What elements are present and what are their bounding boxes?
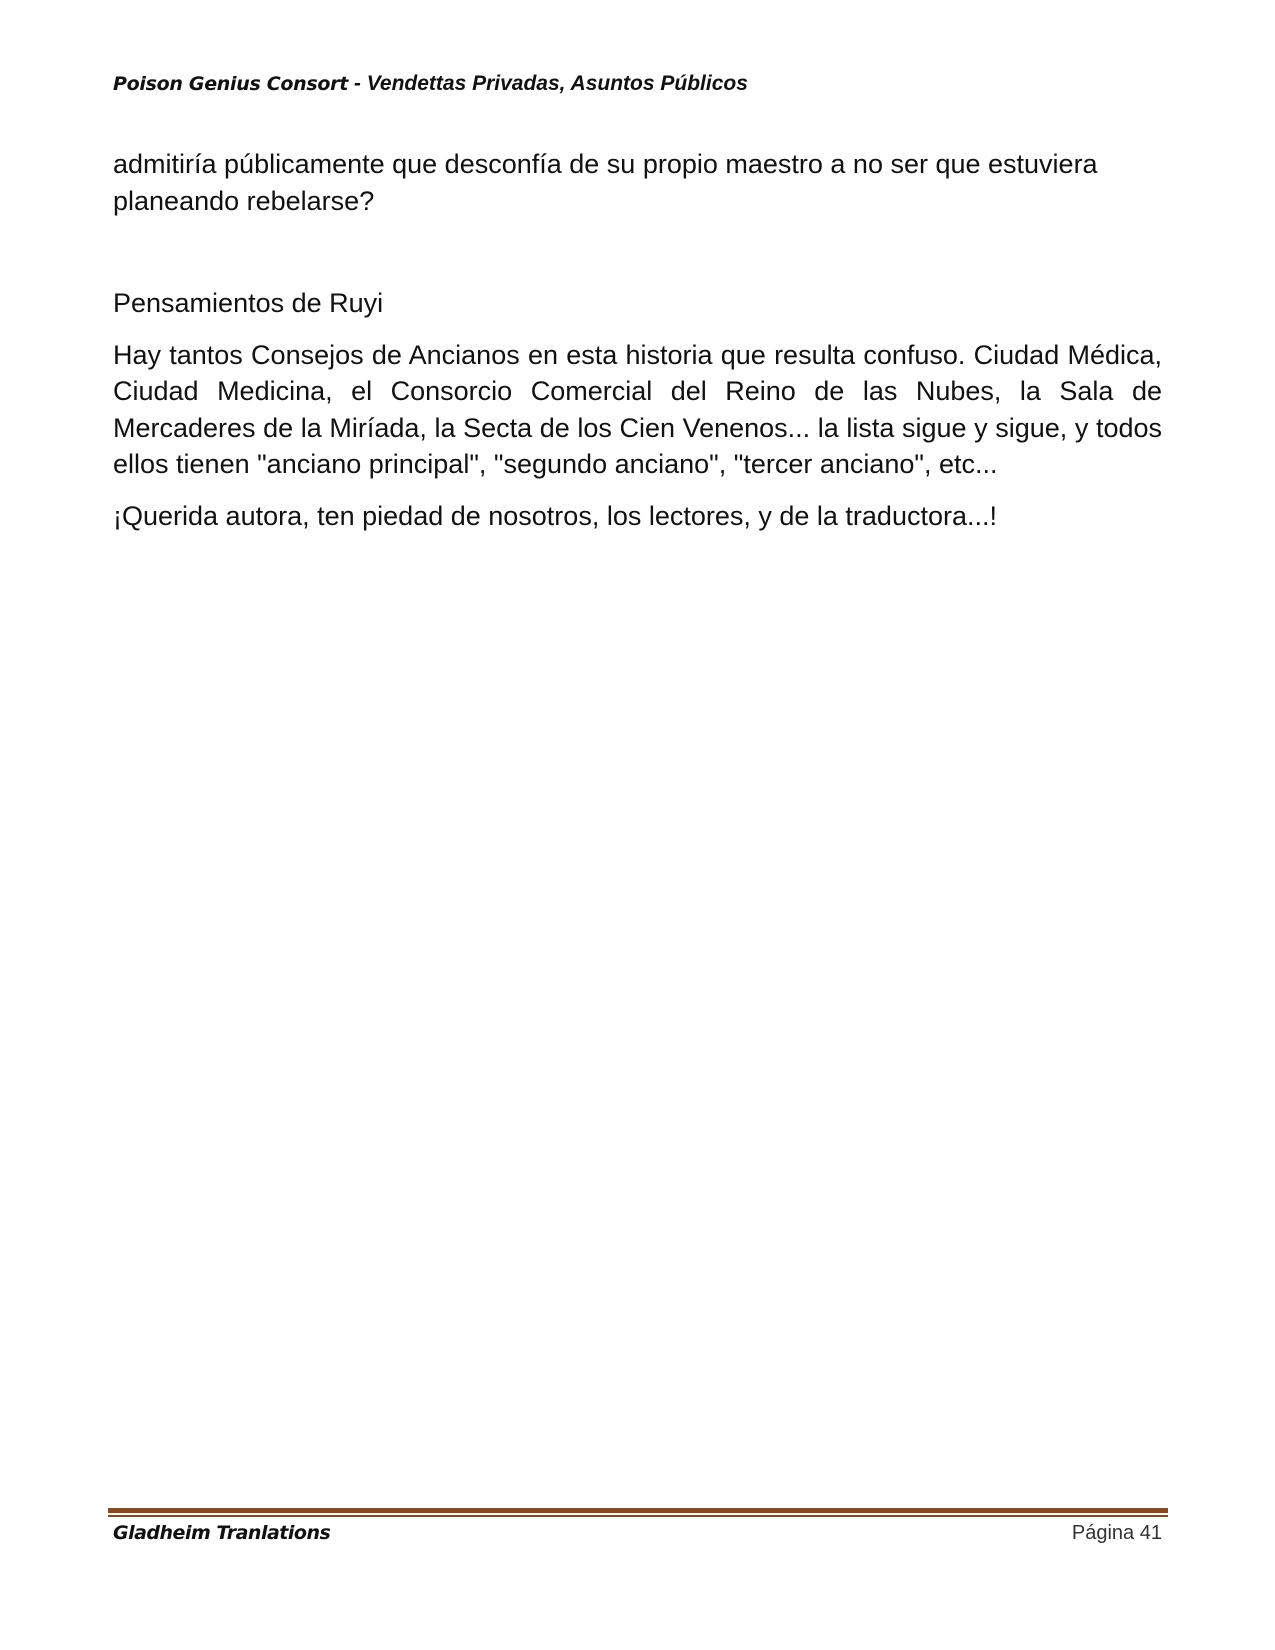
page-header <box>113 72 1163 96</box>
page-number: 41 <box>1139 1522 1162 1544</box>
footer-publisher: Gladheim Tranlations <box>113 1522 331 1544</box>
footer-rule-thin <box>108 1515 1168 1517</box>
section-heading: Pensamientos de Ruyi <box>113 288 384 318</box>
paragraph-elders: Hay tantos Consejos de Ancianos en esta historia que resulta confuso. Ciudad Médica, Ciudad Medicina, el Consorcio Comercial del Reino de las Nubes, la Sala de Mercaderes de la Miríada, la Secta de los Cien Venenos... la lista sigue y sigue, y todos ellos tienen "anciano principal", "segundo anciano", "tercer anciano", etc... <box>113 339 1162 479</box>
page-label: Página <box>1071 1522 1135 1544</box>
header-separator: - <box>348 72 367 95</box>
book-title: Poison Genius Consort <box>113 73 349 95</box>
page-body <box>113 146 1162 534</box>
footer-page-number <box>1072 1522 1162 1545</box>
paragraph-closing: ¡Querida autora, ten piedad de nosotros, los lectores, y de la traductora...! <box>113 500 997 531</box>
paragraph-continuation: admitiría públicamente que desconfía de su propio maestro a no ser que estuviera planeando rebelarse? <box>113 149 1098 216</box>
chapter-title: Vendettas Privadas, Asuntos Públicos <box>366 72 748 95</box>
footer-rule <box>108 1508 1168 1513</box>
